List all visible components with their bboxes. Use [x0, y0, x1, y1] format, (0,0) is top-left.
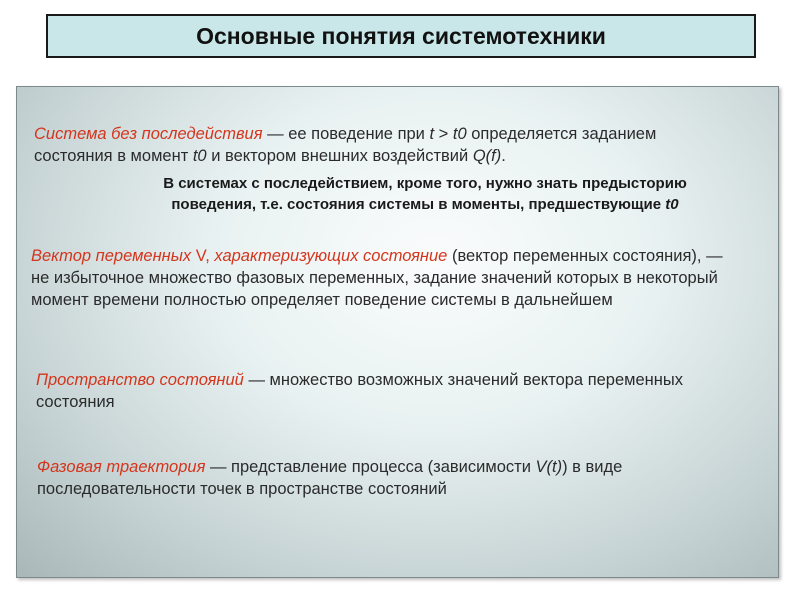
text: (вектор переменных состояния), — не избыточное множество фазовых переменных, задание значений которых в некоторый момент времени полностью определяет поведение системы в дальнейшем	[31, 247, 723, 309]
var-t0: t0	[452, 125, 467, 143]
term-phase-trajectory: Фазовая траектория	[37, 458, 206, 476]
definition-state-space	[36, 369, 716, 413]
definition-phase-trajectory	[37, 456, 757, 500]
term-state-vector	[31, 247, 447, 265]
text: ,	[205, 247, 215, 265]
text: — множество возможных значений вектора переменных состояния	[36, 371, 684, 411]
term-system-without-aftereffect: Система без последействия	[34, 125, 263, 143]
text: поведения, т.е. состояния системы в моменты, предшествующие	[171, 196, 666, 213]
aftereffect-note	[115, 173, 735, 215]
var-vt: V(t)	[535, 458, 563, 476]
definition-system-without-aftereffect	[34, 123, 734, 167]
text: ) в виде последовательности точек в пространстве состояний	[37, 458, 623, 498]
var-qf: Q(f)	[472, 147, 502, 165]
title-box	[46, 14, 756, 58]
page-title: Основные понятия системотехники	[196, 22, 606, 49]
text: .	[501, 147, 506, 165]
text: >	[434, 125, 453, 143]
definition-state-vector	[31, 245, 736, 311]
note-line-1: В системах с последействием, кроме того, нужно знать предысторию	[163, 175, 687, 192]
text: характеризующих состояние	[214, 247, 448, 265]
var-t0: t0	[665, 196, 679, 213]
var-v: V	[195, 247, 206, 265]
text: — представление процесса (зависимости	[205, 458, 536, 476]
content-panel	[16, 86, 779, 578]
term-state-space: Пространство состояний	[36, 371, 244, 389]
text: и вектором внешних воздействий	[206, 147, 473, 165]
text: — ее поведение при	[262, 125, 430, 143]
var-t0: t0	[192, 147, 207, 165]
var-t: t	[429, 125, 435, 143]
note-line-2	[115, 194, 735, 215]
text: определяется заданием состояния в момент	[34, 125, 657, 165]
text: Вектор переменных	[31, 247, 196, 265]
